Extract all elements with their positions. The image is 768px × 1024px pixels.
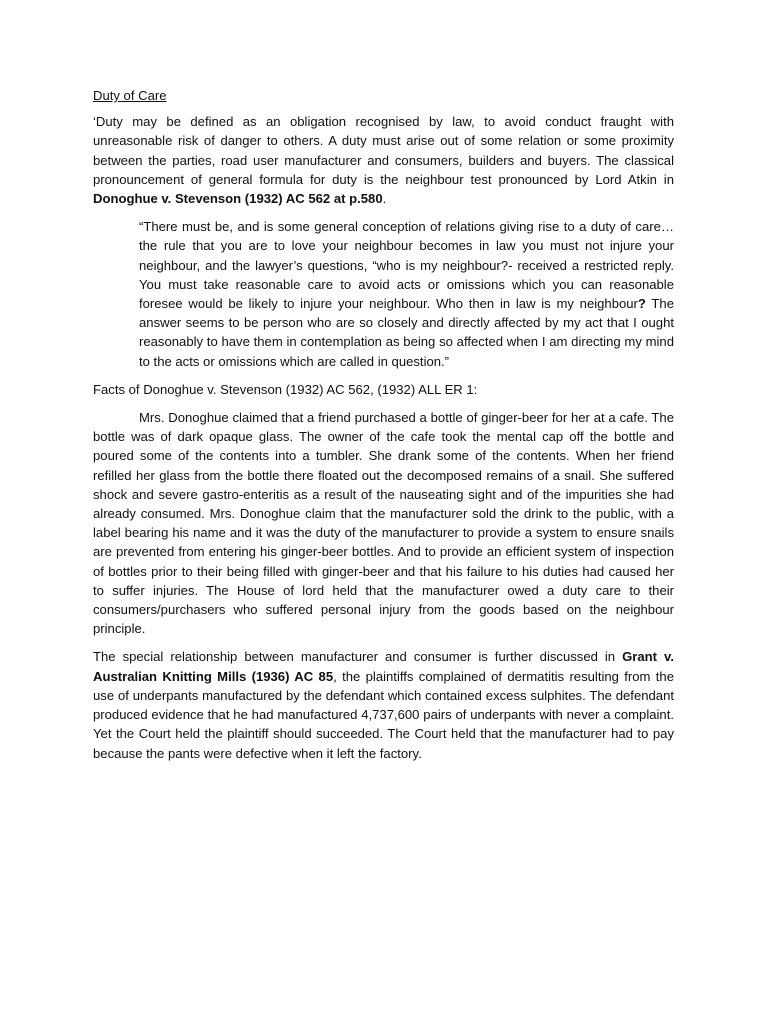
grant-intro: The special relationship between manufacturer and consumer is further discussed in: [93, 649, 623, 665]
document-body: [93, 86, 674, 772]
grant-text: , the plaintiffs complained of dermatitis resulting from the use of underpants manufactured by the defendant which contained excess sulphites. The defendant produced evidence that he had manufactured 4,737,600 pairs of underpants with never a complaint. Yet the Court held the plaintiff should succeeded. The Court held that the manufacturer had to pay because the pants were defective when it left the factory.: [93, 668, 675, 761]
definition-paragraph: [93, 112, 674, 208]
lord-atkin-quote: [139, 217, 674, 371]
grant-paragraph: [93, 647, 674, 762]
facts-heading: Facts of Donoghue v. Stevenson (1932) AC 562, (1932) ALL ER 1:: [93, 381, 478, 397]
definition-end: .: [382, 191, 387, 207]
quote-part-1: “There must be, and is some general conception of relations giving rise to a duty of care… the rule that you are to love your neighbour becomes in law you must not injure your neighbour, and the lawyer’s questions, “who is my neighbour?- received a restricted reply. You must take reasonable care to avoid acts or omissions which you can reasonable foresee would be likely to injure your neighbour. Who then in law is my neighbour: [139, 219, 674, 312]
case-citation-donoghue: Donoghue v. Stevenson (1932) AC 562 at p.580: [93, 191, 383, 207]
quote-question-mark: ?: [637, 296, 646, 312]
facts-paragraph: Mrs. Donoghue claimed that a friend purchased a bottle of ginger-beer for her at a cafe. The bottle was of dark opaque glass. The owner of the cafe took the mental cap off the bottle and poured some of the contents into a tumbler. She drank some of the contents. When her friend refilled her glass from the bottle there floated out the decomposed remains of a snail. She suffered shock and severe gastro-enteritis as a result of the nauseating sight and of the impurities she had already consumed. Mrs. Donoghue claim that the manufacturer sold the drink to the public, with a label bearing his name and it was the duty of the manufacturer to provide a system to ensure snails are prevented from entering his ginger-beer bottles. And to provide an efficient system of inspection of bottles prior to their being filled with ginger-beer and that his failure to his duties had caused her to suffer injuries. The House of lord held that the manufacturer owed a duty care to their consumers/purchasers who suffered personal injury from the goods based on the neighbour principle.: [93, 410, 674, 637]
quote-part-2: The answer seems to be person who are so closely and directly affected by my act that I ought reasonably to have them in contemplation as being so affected when I am directing my mind to the acts or omissions which are called in question.”: [139, 296, 674, 369]
section-heading: Duty of Care: [93, 88, 167, 103]
case-citation-grant: Grant v. Australian Knitting Mills (1936) AC 85: [93, 649, 674, 684]
definition-text: ‘Duty may be defined as an obligation recognised by law, to avoid conduct fraught with unreasonable risk of danger to others. A duty must arise out of some relation or some proximity between the parties, road user manufacturer and consumers, builders and buyers. The classical pronouncement of general formula for duty is the neighbour test pronounced by Lord Atkin in: [93, 114, 674, 187]
